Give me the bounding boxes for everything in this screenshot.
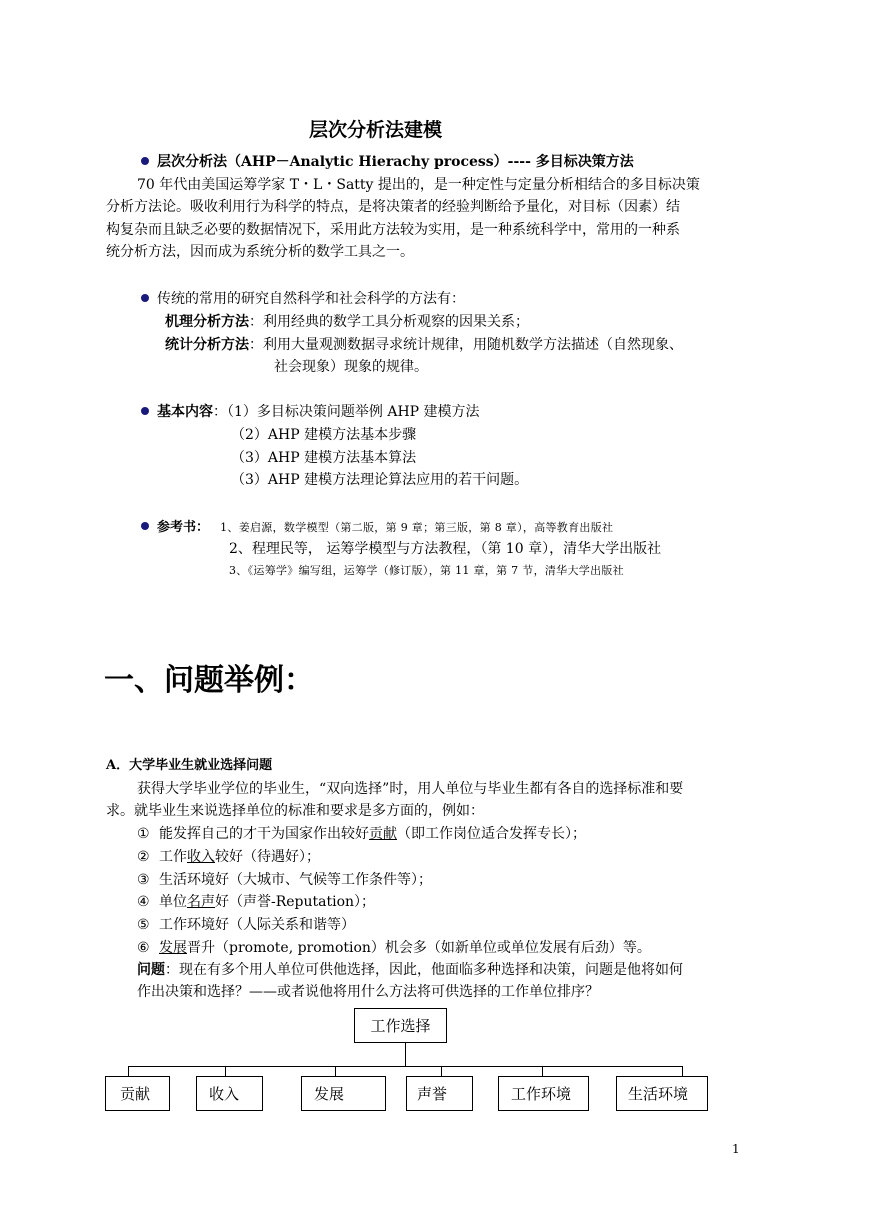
- criterion-key: 名声: [187, 894, 215, 910]
- connector-horizontal: [128, 1066, 683, 1067]
- intro-line-3: 构复杂而且缺乏必要的数据情况下，采用此方法较为实用，是一种系统科学中，常用的一种系: [106, 222, 680, 238]
- criterion-num: ③: [137, 872, 150, 888]
- criterion-key: 贡献: [369, 826, 397, 842]
- question-line-2: 作出决策和选择？——或者说他将用什么方法将可供选择的工作单位排序？: [137, 984, 599, 1000]
- connector-drop: [441, 1066, 442, 1076]
- criterion-text: 工作环境好（人际关系和谐等）: [159, 917, 355, 933]
- criterion-key: 收入: [187, 849, 215, 865]
- problem-a-heading: A．大学毕业生就业选择问题: [106, 758, 273, 773]
- basic-label: 基本内容: [157, 404, 213, 420]
- criterion-num: ①: [137, 826, 150, 842]
- criterion-1: [137, 823, 586, 845]
- criterion-text: 单位: [159, 894, 187, 910]
- criterion-num: ⑥: [137, 940, 150, 956]
- basic-item-2: （2）AHP 建模方法基本步骤: [231, 427, 417, 443]
- connector-drop: [542, 1066, 543, 1076]
- criterion-3: [137, 869, 432, 891]
- child-node-reputation: 声誉: [406, 1076, 473, 1111]
- child-node-living-environment: 生活环境: [616, 1076, 708, 1111]
- refs-label: 参考书：: [157, 520, 210, 535]
- criterion-4: [137, 891, 375, 913]
- bullet-icon: [141, 407, 149, 415]
- child-node-contribution: 贡献: [105, 1076, 170, 1111]
- connector-drop: [225, 1066, 226, 1076]
- criterion-num: ④: [137, 894, 150, 910]
- methods-heading-text: 传统的常用的研究自然科学和社会科学的方法有：: [157, 291, 465, 307]
- criterion-text: （即工作岗位适合发挥专长）；: [397, 826, 586, 842]
- problem-a-para-2: 求。就毕业生来说选择单位的标准和要求是多方面的，例如：: [106, 803, 484, 819]
- basic-item-3: （3）AHP 建模方法基本算法: [231, 450, 417, 466]
- child-node-work-environment: 工作环境: [498, 1076, 589, 1111]
- basic-item-4: （3）AHP 建模方法理论算法应用的若干问题。: [231, 472, 529, 488]
- question-label: 问题: [137, 962, 165, 978]
- method-1-label: 机理分析方法: [165, 314, 249, 330]
- methods-heading: [141, 288, 465, 310]
- intro-heading: [141, 151, 634, 173]
- ref-item-1-text: 1、姜启源，数学模型（第二版，第 9 章；第三版，第 8 章），高等教育出版社: [220, 521, 614, 534]
- ref-item-3: 3、《运筹学》编写组，运筹学（修订版），第 11 章，第 7 节，清华大学出版社: [229, 564, 624, 577]
- bullet-icon: [141, 157, 149, 165]
- criterion-text: 工作: [159, 849, 187, 865]
- criterion-text: 生活环境好（大城市、气候等工作条件等）；: [159, 872, 432, 888]
- basic-item-1-text: ：（1）多目标决策问题举例 AHP 建模方法: [213, 404, 480, 420]
- criterion-key: 发展: [159, 940, 187, 956]
- question-line-1: [137, 959, 683, 981]
- connector-drop: [128, 1066, 129, 1076]
- child-node-income: 收入: [196, 1076, 263, 1111]
- section-title: 一、问题举例：: [104, 663, 314, 698]
- method-2-label: 统计分析方法: [165, 337, 249, 353]
- page-title: 层次分析法建模: [309, 119, 443, 141]
- method-2-cont: 社会现象）现象的规律。: [274, 359, 428, 375]
- method-1-text: ：利用经典的数学工具分析观察的因果关系；: [249, 314, 529, 330]
- intro-heading-text: 层次分析法（AHP－Analytic Hierachy process）---- 多目标决策方法: [157, 154, 634, 170]
- criterion-5: [137, 914, 355, 936]
- method-1: [165, 311, 529, 333]
- criterion-text: 晋升（promote, promotion）机会多（如新单位或单位发展有后劲）等。: [187, 940, 651, 956]
- ref-item-1: [141, 515, 613, 539]
- root-node: 工作选择: [354, 1008, 447, 1043]
- bullet-icon: [141, 294, 149, 302]
- criterion-6: [137, 937, 651, 959]
- criterion-text: 较好（待遇好）；: [215, 849, 320, 865]
- intro-line-1: 70 年代由美国运筹学家 T・L・Satty 提出的，是一种定性与定量分析相结合的多目标决策: [137, 177, 700, 193]
- intro-line-4: 统分析方法，因而成为系统分析的数学工具之一。: [106, 244, 414, 260]
- intro-line-2: 分析方法论。吸收利用行为科学的特点，是将决策者的经验判断给予量化，对目标（因素）结: [106, 199, 680, 215]
- criterion-num: ⑤: [137, 917, 150, 933]
- criterion-2: [137, 846, 320, 868]
- criterion-text: 能发挥自己的才干为国家作出较好: [159, 826, 369, 842]
- ref-item-2: 2、程理民等， 运筹学模型与方法教程，（第 10 章），清华大学出版社: [229, 541, 662, 557]
- connector-drop: [682, 1066, 683, 1076]
- question-text: ：现在有多个用人单位可供他选择，因此，他面临多种选择和决策，问题是他将如何: [165, 962, 683, 978]
- criterion-num: ②: [137, 849, 150, 865]
- problem-a-para-1: 获得大学毕业学位的毕业生，“双向选择”时，用人单位与毕业生都有各自的选择标准和要: [137, 781, 684, 797]
- child-node-development: 发展: [301, 1076, 386, 1111]
- method-2: [165, 334, 683, 356]
- connector-vertical: [405, 1043, 406, 1067]
- bullet-icon: [141, 522, 149, 530]
- criterion-text: 好（声誉-Reputation）；: [215, 894, 376, 910]
- page-number: 1: [732, 1142, 740, 1156]
- basic-item-1: [141, 401, 480, 423]
- method-2-text: ：利用大量观测数据寻求统计规律，用随机数学方法描述（自然现象、: [249, 337, 683, 353]
- connector-drop: [335, 1066, 336, 1076]
